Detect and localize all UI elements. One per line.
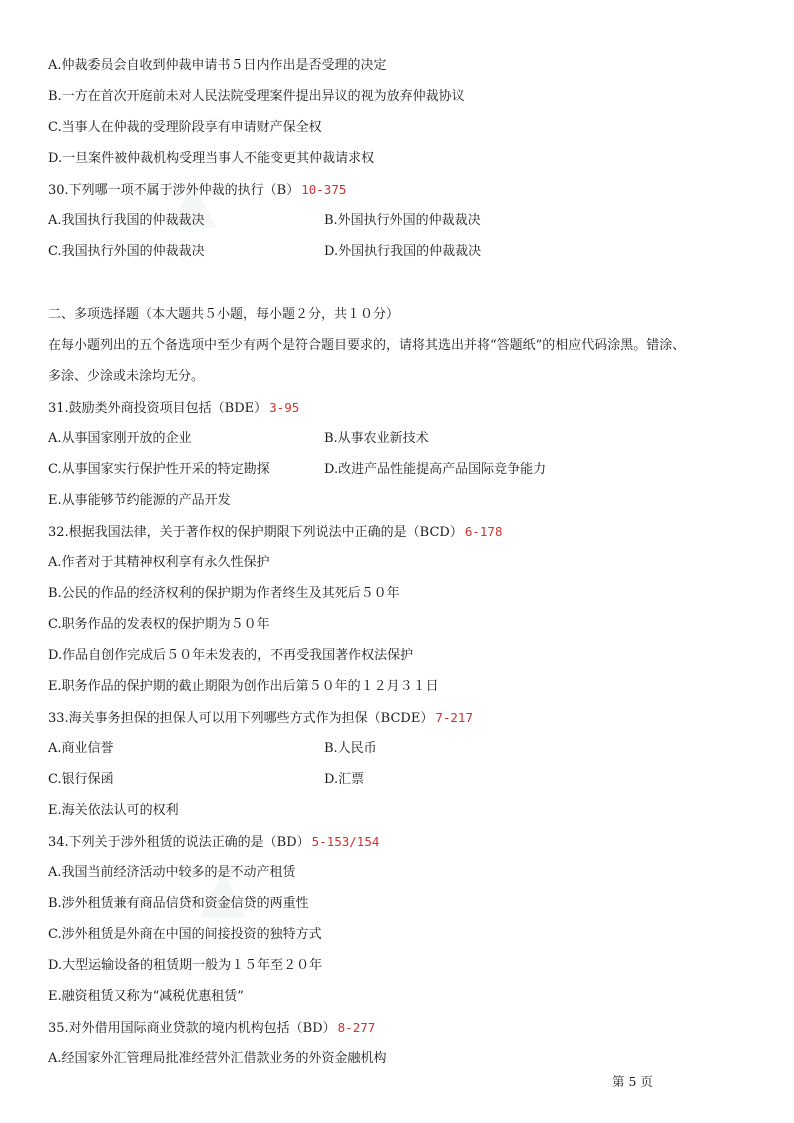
- line-text: B.公民的作品的经济权利的保护期为作者终生及其死后５０年: [48, 586, 400, 601]
- line-text: B.涉外租赁兼有商品信贷和资金信贷的两重性: [48, 896, 309, 911]
- page-reference: 5-153/154: [311, 834, 380, 849]
- text-line: [48, 306, 399, 324]
- text-line: [324, 771, 364, 789]
- line-text: C.涉外租赁是外商在中国的间接投资的独特方式: [48, 927, 322, 942]
- watermark: ▲: [170, 165, 217, 235]
- line-text: D.汇票: [324, 772, 365, 787]
- line-text: D.大型运输设备的租赁期一般为１５年至２０年: [48, 958, 323, 973]
- line-text: A.经国家外汇管理局批准经营外汇借款业务的外资金融机构: [48, 1051, 387, 1066]
- text-line: [48, 926, 322, 944]
- line-text: E.从事能够节约能源的产品开发: [48, 493, 231, 508]
- line-text: D.改进产品性能提高产品国际竞争能力: [324, 462, 547, 477]
- line-text: 30.下列哪一项不属于涉外仲裁的执行（B）: [48, 183, 300, 198]
- line-text: 32.根据我国法律，关于著作权的保护期限下列说法中正确的是（BCD）: [48, 525, 463, 540]
- text-line: [48, 212, 205, 230]
- text-line: [48, 802, 179, 820]
- text-line: [324, 212, 481, 230]
- line-text: D.外国执行我国的仲裁裁决: [324, 244, 482, 259]
- text-line: [324, 740, 377, 758]
- text-line: [48, 119, 322, 137]
- text-line: [48, 368, 204, 386]
- line-text: B.从事农业新技术: [324, 431, 429, 446]
- page-reference: 10-375: [301, 182, 347, 197]
- text-line: [48, 461, 270, 479]
- line-text: B.一方在首次开庭前未对人民法院受理案件提出异议的视为放弃仲裁协议: [48, 89, 465, 104]
- line-text: A.作者对于其精神权利享有永久性保护: [48, 555, 270, 570]
- text-line: [48, 57, 387, 75]
- text-line: [324, 243, 481, 261]
- text-line: [48, 988, 244, 1006]
- line-text: 31.鼓励类外商投资项目包括（BDE）: [48, 401, 268, 416]
- line-text: A.我国执行我国的仲裁裁决: [48, 213, 205, 228]
- line-text: B.外国执行外国的仲裁裁决: [324, 213, 481, 228]
- page-number: 第 5 页: [612, 1074, 653, 1089]
- line-text: 多涂、少涂或未涂均无分。: [48, 369, 205, 384]
- line-text: C.从事国家实行保护性开采的特定勘探: [48, 462, 270, 477]
- page-reference: 6-178: [464, 524, 503, 539]
- text-line: [48, 585, 400, 603]
- text-line: [48, 864, 296, 882]
- line-text: A.商业信誉: [48, 741, 114, 756]
- line-text: D.作品自创作完成后５０年未发表的，不再受我国著作权法保护: [48, 648, 414, 663]
- line-text: A.从事国家刚开放的企业: [48, 431, 192, 446]
- text-line: [48, 337, 685, 355]
- line-text: B.人民币: [324, 741, 377, 756]
- text-line: [48, 833, 379, 851]
- line-text: E.融资租赁又称为“减税优惠租赁”: [48, 989, 244, 1004]
- line-text: A.仲裁委员会自收到仲裁申请书５日内作出是否受理的决定: [48, 58, 387, 73]
- text-line: [48, 616, 270, 634]
- line-text: 33.海关事务担保的担保人可以用下列哪些方式作为担保（BCDE）: [48, 711, 434, 726]
- watermark: ▲: [200, 855, 247, 925]
- line-text: A.我国当前经济活动中较多的是不动产租赁: [48, 865, 296, 880]
- line-text: 34.下列关于涉外租赁的说法正确的是（BD）: [48, 835, 310, 850]
- text-line: [48, 1019, 375, 1037]
- text-line: [48, 150, 374, 168]
- page-reference: 3-95: [269, 400, 300, 415]
- line-text: D.一旦案件被仲裁机构受理当事人不能变更其仲裁请求权: [48, 151, 375, 166]
- text-line: [48, 647, 413, 665]
- line-text: 二、多项选择题（本大题共５小题，每小题２分，共１０分）: [48, 307, 400, 322]
- text-line: [48, 957, 322, 975]
- text-line: [48, 554, 270, 572]
- text-line: [48, 243, 205, 261]
- page-reference: 8-277: [337, 1020, 376, 1035]
- text-line: [48, 709, 473, 727]
- line-text: C.我国执行外国的仲裁裁决: [48, 244, 205, 259]
- line-text: 在每小题列出的五个备选项中至少有两个是符合题目要求的，请将其选出并将“答题纸”的相应代码涂黑。错涂、: [48, 338, 686, 353]
- text-line: [324, 461, 546, 479]
- line-text: C.当事人在仲裁的受理阶段享有申请财产保全权: [48, 120, 322, 135]
- text-line: [48, 88, 465, 106]
- text-line: [48, 492, 231, 510]
- text-line: [48, 771, 114, 789]
- line-text: C.银行保函: [48, 772, 114, 787]
- line-text: C.职务作品的发表权的保护期为５０年: [48, 617, 270, 632]
- text-line: [48, 678, 439, 696]
- text-line: [48, 523, 502, 541]
- line-text: 35.对外借用国际商业贷款的境内机构包括（BD）: [48, 1021, 336, 1036]
- text-line: [48, 181, 346, 199]
- text-line: [48, 740, 114, 758]
- text-line: [48, 1050, 387, 1068]
- text-line: [324, 430, 429, 448]
- text-line: [48, 895, 309, 913]
- line-text: E.职务作品的保护期的截止期限为创作出后第５０年的１２月３１日: [48, 679, 439, 694]
- text-line: [48, 399, 299, 417]
- line-text: E.海关依法认可的权利: [48, 803, 179, 818]
- text-line: [48, 430, 192, 448]
- page-reference: 7-217: [435, 710, 473, 725]
